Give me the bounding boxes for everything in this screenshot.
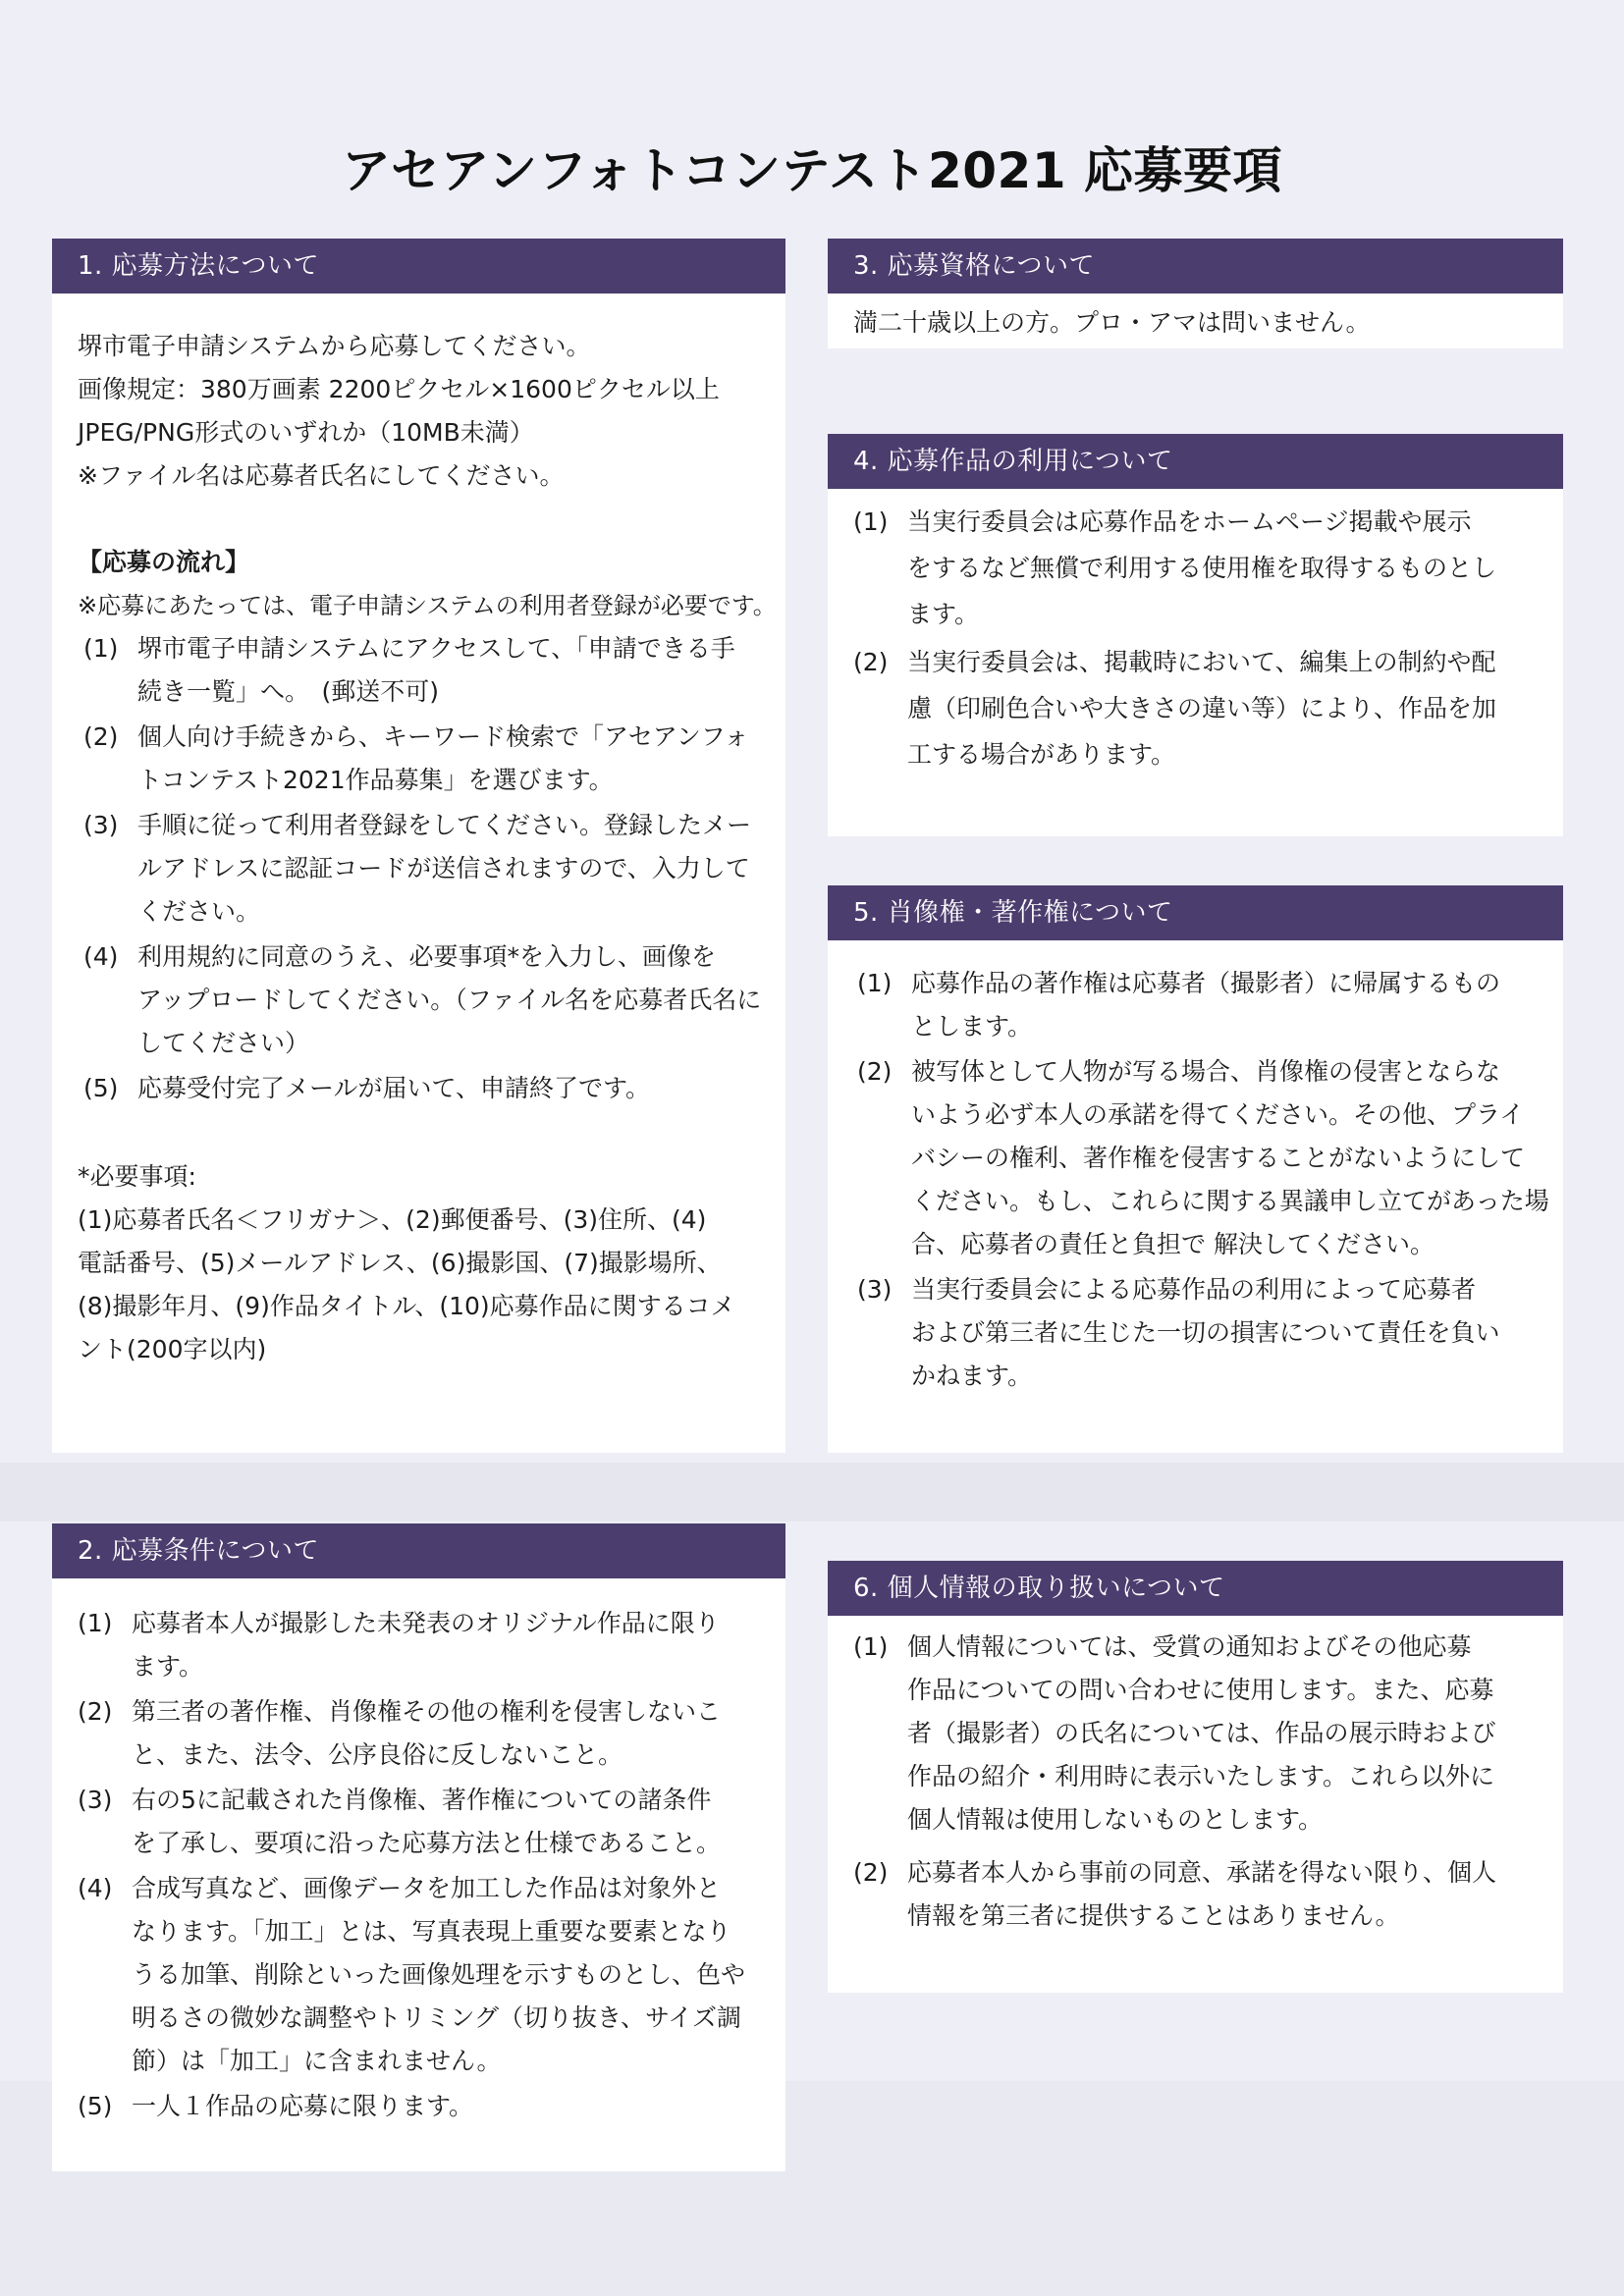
list-item [853, 1851, 1538, 1938]
item-line: 利用規約に同意のうえ、必要事項*を入力し、画像を [137, 942, 717, 971]
section-heading: 1. 応募方法について [52, 239, 785, 294]
item-number: (4) [78, 1874, 113, 1902]
item-number: (2) [853, 648, 889, 676]
item-number: (5) [83, 1074, 119, 1102]
list-item [78, 935, 760, 1065]
item-number: (2) [83, 722, 119, 751]
item-line: 作品の紹介・利用時に表示いたします。これら以外に [907, 1762, 1495, 1790]
item-line: 一人１作品の応募に限ります。 [132, 2092, 474, 2120]
item-line: 応募者本人から事前の同意、承諾を得ない限り、個人 [907, 1858, 1497, 1887]
item-number: (2) [78, 1697, 113, 1726]
item-number: (1) [83, 634, 119, 663]
section-heading: 6. 個人情報の取り扱いについて [828, 1561, 1563, 1616]
item-line: 合成写真など、画像データを加工した作品は対象外と [132, 1874, 722, 1902]
section-heading: 4. 応募作品の利用について [828, 434, 1563, 489]
list-item [78, 1690, 760, 1777]
list-item [78, 1867, 760, 2083]
item-line: うる加筆、削除といった画像処理を示すものとし、色や [132, 1960, 746, 1989]
section-heading: 3. 応募資格について [828, 239, 1563, 294]
body-line: JPEG/PNG形式のいずれか（10MB未満） [78, 418, 534, 447]
item-line: 個人情報は使用しないものとします。 [907, 1805, 1324, 1834]
item-line: ルアドレスに認証コードが送信されますので、入力して [137, 854, 750, 882]
list-item [853, 639, 1538, 777]
item-number: (3) [857, 1275, 893, 1304]
item-line: 作品についての問い合わせに使用します。また、応募 [907, 1676, 1494, 1704]
item-line: 明るさの微妙な調整やトリミング（切り抜き、サイズ調 [132, 2003, 742, 2032]
background-band [0, 1463, 1624, 1522]
item-number: (2) [853, 1858, 889, 1887]
list-item [78, 716, 760, 802]
required-heading: *必要事項: [78, 1162, 196, 1191]
item-number: (1) [78, 1609, 113, 1637]
item-line: 被写体として人物が写る場合、肖像権の侵害とならな [911, 1057, 1501, 1086]
section-personal-information [828, 1561, 1563, 1993]
item-number: (1) [853, 1632, 889, 1661]
item-line: してください） [137, 1029, 310, 1057]
section-use-of-works [828, 434, 1563, 836]
item-line: トコンテスト2021作品募集」を選びます。 [137, 766, 614, 794]
list-item [78, 627, 760, 714]
item-line: ください。もし、これらに関する異議申し立てがあった場 [911, 1187, 1549, 1215]
body-line: ※ファイル名は応募者氏名にしてください。 [78, 461, 565, 490]
section-eligibility [828, 239, 1563, 348]
body-line: 堺市電子申請システムから応募してください。 [78, 332, 591, 360]
item-line: 右の5に記載された肖像権、著作権についての諸条件 [132, 1786, 712, 1814]
item-line: ください。 [137, 897, 261, 926]
list-item [853, 962, 1538, 1048]
section-application-method [52, 239, 785, 1453]
item-number: (3) [78, 1786, 113, 1814]
item-line: 手順に従って利用者登録をしてください。登録したメー [137, 811, 752, 839]
item-line: かねます。 [911, 1362, 1033, 1390]
body-line: 満二十歳以上の方。プロ・アマは問いません。 [853, 308, 1371, 337]
flow-heading: 【応募の流れ】 [78, 548, 250, 576]
required-line: (1)応募者氏名＜フリガナ＞、(2)郵便番号、(3)住所、(4) [78, 1205, 707, 1234]
section-application-conditions [52, 1523, 785, 2171]
item-number: (1) [857, 969, 893, 997]
required-line: ント(200字以内) [78, 1335, 267, 1363]
flow-note: ※応募にあたっては、電子申請システムの利用者登録が必要です。 [78, 592, 777, 619]
page-title: アセアンフォトコンテスト2021 応募要項 [341, 141, 1283, 199]
item-line: および第三者に生じた一切の損害について責任を負い [911, 1318, 1500, 1347]
item-line: いよう必ず本人の承諾を得てください。その他、プライ [911, 1100, 1525, 1129]
list-item [853, 1050, 1549, 1266]
body-line: 画像規定：380万画素 2200ピクセル×1600ピクセル以上 [78, 375, 720, 403]
item-line: アップロードしてください。（ファイル名を応募者氏名に [137, 986, 762, 1014]
list-item [78, 1067, 760, 1110]
section-portrait-copyright [828, 885, 1563, 1453]
item-line: 節）は「加工」に含まれません。 [132, 2047, 502, 2075]
item-line: ます。 [907, 600, 980, 628]
item-number: (1) [853, 507, 889, 536]
item-line: 個人向け手続きから、キーワード検索で「アセアンフォ [137, 722, 749, 751]
item-line: 当実行委員会による応募作品の利用によって応募者 [911, 1275, 1477, 1304]
item-line: 情報を第三者に提供することはありません。 [907, 1901, 1400, 1930]
item-line: と、また、法令、公序良俗に反しないこと。 [132, 1740, 623, 1769]
list-item [78, 1602, 760, 1688]
list-item [853, 1268, 1538, 1398]
item-line: 続き一覧」へ。 (郵送不可) [137, 677, 440, 706]
item-line: 応募作品の著作権は応募者（撮影者）に帰属するもの [911, 969, 1501, 997]
item-line: 応募受付完了メールが届いて、申請終了です。 [137, 1074, 651, 1102]
item-line: 個人情報については、受賞の通知およびその他応募 [907, 1632, 1472, 1661]
item-line: 合、応募者の責任と負担で 解決してください。 [911, 1230, 1435, 1258]
list-item [78, 1779, 760, 1865]
list-item [78, 2085, 760, 2128]
item-line: とします。 [911, 1012, 1033, 1041]
required-line: (8)撮影年月、(9)作品タイトル、(10)応募作品に関するコメ [78, 1292, 735, 1320]
item-number: (5) [78, 2092, 113, 2120]
section-heading: 5. 肖像権・著作権について [828, 885, 1563, 940]
list-item [853, 499, 1538, 637]
item-line: 当実行委員会は応募作品をホームページ掲載や展示 [907, 507, 1472, 536]
list-item [78, 804, 760, 934]
item-line: 慮（印刷色合いや大きさの違い等）により、作品を加 [907, 694, 1497, 722]
item-line: 工する場合があります。 [907, 740, 1176, 769]
item-number: (3) [83, 811, 119, 839]
list-item [853, 1626, 1538, 1842]
item-number: (2) [857, 1057, 893, 1086]
item-line: をするなど無償で利用する使用権を取得するものとし [907, 554, 1497, 582]
section-heading: 2. 応募条件について [52, 1523, 785, 1578]
item-line: 者（撮影者）の氏名については、作品の展示時および [907, 1719, 1496, 1747]
item-line: 当実行委員会は、掲載時において、編集上の制約や配 [907, 648, 1496, 676]
required-line: 電話番号、(5)メールアドレス、(6)撮影国、(7)撮影場所、 [78, 1249, 722, 1277]
item-line: 応募者本人が撮影した未発表のオリジナル作品に限り [132, 1609, 720, 1637]
item-number: (4) [83, 942, 119, 971]
item-line: なります。「加工」とは、写真表現上重要な要素となり [132, 1917, 731, 1946]
item-line: 第三者の著作権、肖像権その他の権利を侵害しないこ [132, 1697, 722, 1726]
item-line: を了承し、要項に沿った応募方法と仕様であること。 [132, 1829, 722, 1857]
item-line: ます。 [132, 1652, 204, 1681]
item-line: 堺市電子申請システムにアクセスして、「申請できる手 [137, 634, 735, 663]
item-line: バシーの権利、著作権を侵害することがないようにして [911, 1144, 1526, 1172]
